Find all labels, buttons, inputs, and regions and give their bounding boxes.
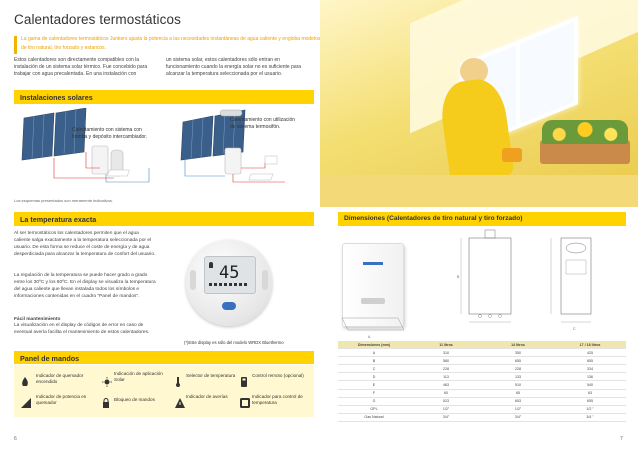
legend-solar: Indicación de aplicación Solar [114, 371, 163, 382]
table-cell: 63 [554, 389, 626, 397]
lock-icon [102, 395, 110, 413]
legend-lock: Bloqueo de mandos [114, 397, 155, 402]
section-temp-title: La temperatura exacta [20, 215, 97, 224]
table-cell: 3/4 " [554, 413, 626, 421]
table-cell: A [338, 349, 410, 357]
solar-caption-pump: Calentamiento con sistema con bomba y depósito intercambiador. [72, 127, 148, 140]
table-cell: 113 [410, 373, 482, 381]
svg-text:B: B [457, 275, 460, 279]
solar-caption-thermosiphon: Calentamiento con utilización de sistema termosifón. [230, 117, 296, 130]
table-cell: 580 [410, 357, 482, 365]
remote-icon [240, 374, 248, 392]
table-header-cell: 14 litros [482, 341, 554, 349]
table-cell: 463 [410, 381, 482, 389]
flowers [542, 120, 628, 144]
table-cell: 540 [554, 381, 626, 389]
table-cell: G [338, 397, 410, 405]
table-cell: 425 [554, 349, 626, 357]
dimension-drawing-front [455, 228, 525, 336]
table-cell: 523 [410, 397, 482, 405]
column1-text: Estos calentadores son directamente compatibles con la instalación de un sistema solar térmico. Fue concebido para trabajar con agua precalentada. En una instalación con [14, 57, 148, 78]
table-cell: 655 [482, 357, 554, 365]
dial-brand-badge [222, 302, 236, 310]
watering-can [502, 148, 522, 162]
solar-panel-1 [22, 113, 54, 160]
table-cell: 228 [410, 365, 482, 373]
table-row [338, 357, 626, 365]
svg-text:A: A [368, 335, 371, 339]
thermometer-icon [175, 374, 181, 392]
sun-icon [102, 374, 112, 392]
dimensions-header-row [338, 341, 626, 349]
section-temp-bar [14, 212, 314, 226]
panel-legend [14, 365, 314, 417]
temp-paragraph-2: La regulación de la temperatura se puede hacer grado a grado entre los 30ºC y los 60ºC. En el display se visualiza la temperatura del agua caliente que llevan instalada todos los símbolos e informaciones contenidas en el cuadro “Panel de mandos”. [14, 273, 156, 299]
solar-diagram-pump [14, 108, 164, 193]
warning-icon [175, 395, 185, 413]
dial-left-knob[interactable] [190, 270, 196, 290]
table-cell: 3/4" [410, 413, 482, 421]
table-header-cell: Dimensiones (mm) [338, 341, 410, 349]
table-cell: 510 [482, 381, 554, 389]
section-dimensions-title: Dimensiones (Calentadores de tiro natural y tiro forzado) [344, 215, 523, 222]
dimensions-table [338, 341, 626, 422]
page-number-right: 7 [620, 436, 623, 442]
lcd-power-bars [209, 283, 249, 286]
legend-remote: Control remoto (opcional) [252, 373, 304, 378]
table-cell: 653 [482, 397, 554, 405]
lcd-temperature: 45 [219, 263, 240, 283]
heater-unit [92, 146, 108, 174]
display-caption: (*)Este display es sólo del modelo WRDX Bluethermo [184, 340, 284, 345]
thermosiphon-tank [220, 110, 242, 116]
table-cell: 1/2" [410, 405, 482, 413]
heater-unit-2 [225, 148, 241, 174]
section-solar-bar [14, 90, 314, 104]
section-dimensions-bar [338, 212, 626, 226]
table-row [338, 413, 626, 421]
section-solar-title: Instalaciones solares [20, 93, 93, 102]
control-dial [186, 240, 272, 326]
table-row [338, 365, 626, 373]
floor [320, 175, 638, 207]
table-row [338, 405, 626, 413]
table-cell: Gas Natural [338, 413, 410, 421]
intro-accent-bar [14, 36, 17, 54]
intro-text: La gama de calentadores termostáticos Junkers ajusta la potencia a las necesidades instantáneas de agua caliente y engloba modelos de tiro natural, tiro forzado y estancos. [21, 36, 321, 51]
dial-right-knob[interactable] [262, 270, 268, 290]
table-header-cell: 11 litros [410, 341, 482, 349]
lcd-display [204, 256, 256, 294]
temp-paragraph-1: Al ser termostáticos los calentadores permiten que el agua caliente salga exactamente a la temperatura seleccionada por el usuario. De esta forma se reduce el coste de energía y de agua desperdiciada para alcanzar la temperatura de confort del usuario. [14, 231, 156, 257]
table-cell: 133 [482, 373, 554, 381]
heater-control-panel [361, 298, 385, 304]
maintenance-title: Fácil mantenimiento [14, 317, 61, 322]
solar-note: Los esquemas presentados son meramente indicativos. [14, 198, 113, 203]
column2-text: un sistema solar, estos calentadores sólo entran en funcionamiento cuando la energía solar no es suficiente para alcanzar la temperatura seleccionada por el usuario. [166, 57, 302, 78]
table-cell: 334 [554, 365, 626, 373]
table-cell: GPL [338, 405, 410, 413]
svg-text:C: C [573, 327, 576, 331]
table-cell: 310 [410, 349, 482, 357]
table-cell: 60 [410, 389, 482, 397]
solar-panel-3 [181, 116, 213, 160]
legend-burner-power: Indicador de potencia en quemador [36, 394, 87, 405]
section-panel-bar [14, 351, 314, 364]
page-number-left: 6 [14, 436, 17, 442]
legend-temp-selector: Selector de temperatura [186, 373, 236, 378]
table-row [338, 381, 626, 389]
table-cell: E [338, 381, 410, 389]
brand-logo [363, 262, 383, 265]
table-cell: 655 [554, 357, 626, 365]
table-row [338, 349, 626, 357]
table-cell: 3/4" [482, 413, 554, 421]
table-cell: 1/2" [482, 405, 554, 413]
flame-icon [21, 374, 29, 392]
table-cell: C [338, 365, 410, 373]
section-panel-title: Panel de mandos [20, 354, 80, 363]
power-flame-icon [21, 395, 31, 413]
table-cell: 228 [482, 365, 554, 373]
table-cell: B [338, 357, 410, 365]
legend-temp-control: Indicador para control de temperatura [252, 394, 303, 405]
table-cell: F [338, 389, 410, 397]
table-cell: D [338, 373, 410, 381]
temp-control-icon [240, 395, 250, 413]
table-cell: 1/2 " [554, 405, 626, 413]
page-title: Calentadores termostáticos [14, 12, 181, 27]
table-header-cell: 17 / 18 litros [554, 341, 626, 349]
table-cell: 65 [482, 389, 554, 397]
dimension-drawing-side [545, 228, 617, 336]
interior-photo [320, 0, 638, 207]
lcd-flame-icon [209, 262, 213, 268]
table-cell: 350 [482, 349, 554, 357]
table-row [338, 389, 626, 397]
table-cell: 655 [554, 397, 626, 405]
table-cell: 136 [554, 373, 626, 381]
legend-burner-on: Indicador de quemador encendido [36, 373, 84, 384]
table-row [338, 373, 626, 381]
table-row [338, 397, 626, 405]
heater-top-view [338, 314, 408, 340]
maintenance-text: La visualización en el display de códigos de error en caso de eventual avería facilita el mantenimiento de estos calentadores. [14, 323, 150, 335]
legend-faults: Indicador de averías [186, 394, 228, 399]
